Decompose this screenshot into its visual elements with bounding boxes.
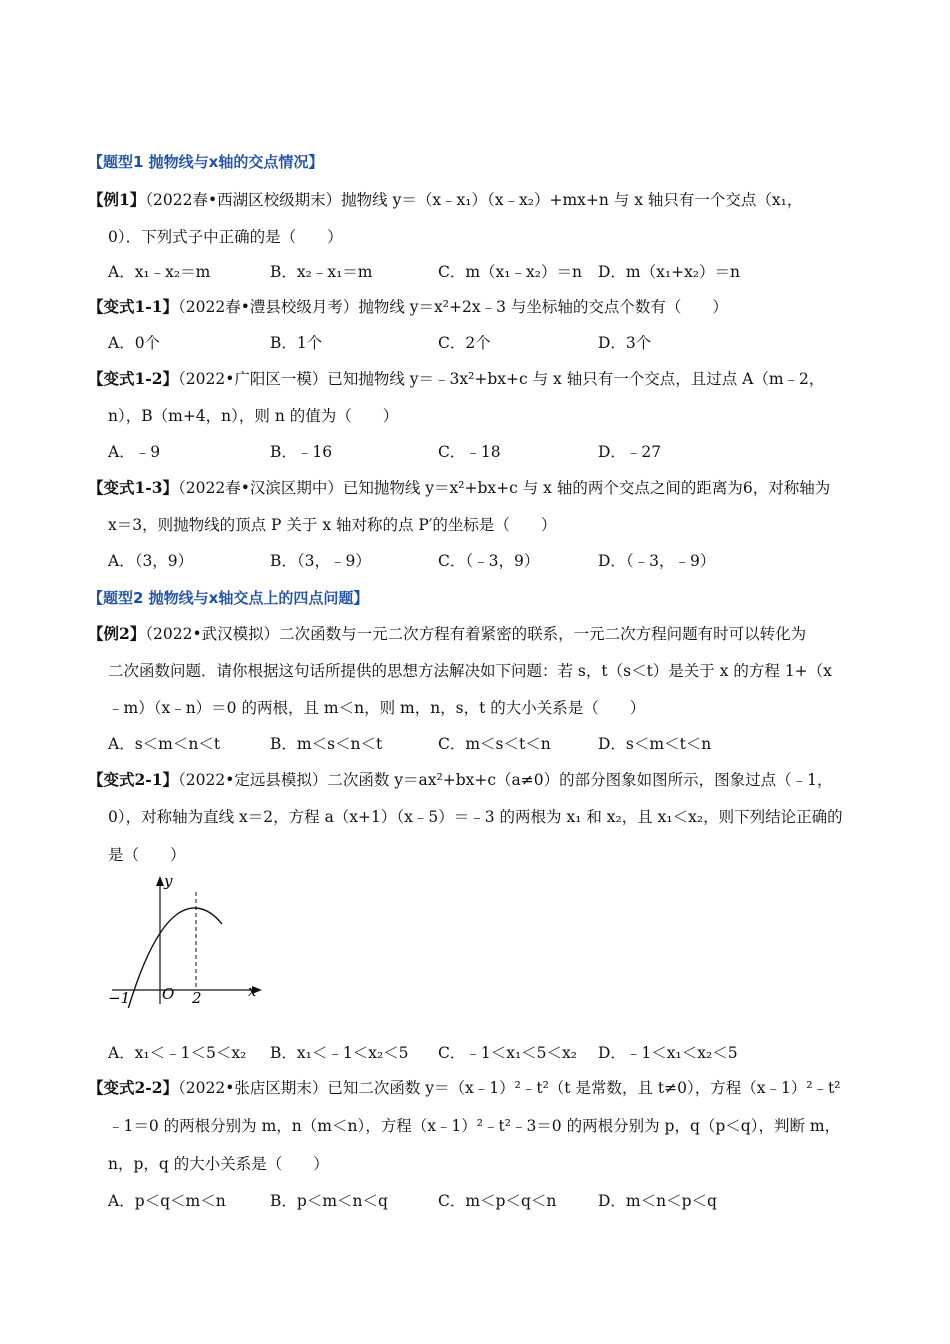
- y-axis-label: y: [164, 872, 173, 890]
- variant-1-2-line-2: n），B（m+4，n），则 n 的值为（ ）: [108, 407, 399, 425]
- option-d: D．3个: [598, 334, 652, 352]
- example-1-line-2: 0）．下列式子中正确的是（ ）: [108, 228, 343, 246]
- variant-1-3-tag: 【变式1-3】: [88, 478, 179, 497]
- variant-1-1-line-1: 【变式1-1】（2022春•澧县校级月考）抛物线 y＝x²+2x﹣3 与坐标轴的交点个数有（ ）: [88, 297, 728, 316]
- example-2-line-1: 【例2】（2022•武汉模拟）二次函数与一元二次方程有着紧密的联系，一元二次方程问题有时可以转化为: [88, 624, 807, 643]
- variant-2-1-options: [108, 1043, 868, 1063]
- option-b: B．p＜m＜n＜q: [270, 1192, 388, 1210]
- option-a: A．x₁﹣x₂＝m: [108, 263, 211, 281]
- option-c: C．m（x₁﹣x₂）＝n: [438, 263, 582, 281]
- section-heading-1: 【题型1 抛物线与x轴的交点情况】: [88, 153, 324, 171]
- option-b: B．﹣16: [270, 443, 333, 461]
- option-d: D．（﹣3，﹣9）: [598, 552, 716, 570]
- variant-2-2-line-1: 【变式2-2】（2022•张店区期末）已知二次函数 y＝（x﹣1）²﹣t²（t 是常数，且 t≠0），方程（x﹣1）²﹣t²: [88, 1078, 841, 1097]
- y-axis-arrow: [156, 876, 164, 886]
- example-2-line-3: ﹣m）（x﹣n）＝0 的两根，且 m＜n，则 m，n，s，t 的大小关系是（ ）: [108, 699, 646, 717]
- option-d: D．﹣27: [598, 443, 662, 461]
- variant-1-3-line-2: x＝3，则抛物线的顶点 P 关于 x 轴对称的点 P′的坐标是（ ）: [108, 516, 557, 534]
- variant-1-1-options: [108, 333, 868, 353]
- option-b: B．m＜s＜n＜t: [270, 735, 383, 753]
- minus-one-label: −1: [108, 989, 131, 1007]
- parabola-graph: [106, 868, 276, 1008]
- example-1-tag: 【例1】: [88, 190, 146, 209]
- option-c: C．2个: [438, 334, 491, 352]
- variant-2-1-line-1: 【变式2-1】（2022•定远县模拟）二次函数 y＝ax²+bx+c（a≠0）的部分图象如图所示，图象过点（﹣1，: [88, 770, 833, 789]
- option-d: D．m＜n＜p＜q: [598, 1192, 717, 1210]
- option-a: A．﹣9: [108, 443, 161, 461]
- option-d: D．m（x₁+x₂）＝n: [598, 263, 741, 281]
- variant-2-2-line-2: ﹣1＝0 的两根分别为 m，n（m＜n），方程（x﹣1）²﹣t²﹣3＝0 的两根分别为 p，q（p＜q），判断 m，: [108, 1117, 841, 1135]
- option-c: C．m＜p＜q＜n: [438, 1192, 557, 1210]
- option-a: A．p＜q＜m＜n: [108, 1192, 226, 1210]
- example-2-line-2: 二次函数问题．请你根据这句话所提供的思想方法解决如下问题：若 s，t（s＜t）是关于 x 的方程 1+（x: [108, 662, 832, 680]
- option-a: A．s＜m＜n＜t: [108, 735, 221, 753]
- variant-1-3-options: [108, 551, 868, 571]
- variant-1-2-line-1: 【变式1-2】（2022•广阳区一模）已知抛物线 y＝﹣3x²+bx+c 与 x 轴只有一个交点，且过点 A（m﹣2，: [88, 369, 825, 388]
- option-a: A．（3，9）: [108, 552, 194, 570]
- variant-2-1-line-3: 是（ ）: [108, 846, 186, 864]
- option-b: B．1个: [270, 334, 323, 352]
- variant-2-1-tag: 【变式2-1】: [88, 770, 179, 789]
- option-c: C．m＜s＜t＜n: [438, 735, 551, 753]
- variant-1-2-tag: 【变式1-2】: [88, 369, 179, 388]
- variant-1-2-options: [108, 442, 868, 462]
- option-a: A．0个: [108, 334, 161, 352]
- option-c: C．﹣1＜x₁＜5＜x₂: [438, 1044, 577, 1062]
- option-d: D．s＜m＜t＜n: [598, 735, 712, 753]
- option-a: A．x₁＜﹣1＜5＜x₂: [108, 1044, 247, 1062]
- variant-2-2-options: [108, 1191, 868, 1211]
- origin-label: O: [162, 985, 175, 1003]
- option-d: D．﹣1＜x₁＜x₂＜5: [598, 1044, 738, 1062]
- option-b: B．（3，﹣9）: [270, 552, 371, 570]
- example-1-line-1: 【例1】（2022春•西湖区校级期末）抛物线 y＝（x﹣x₁）（x﹣x₂）+mx+n 与 x 轴只有一个交点（x₁，: [88, 190, 803, 209]
- variant-2-2-tag: 【变式2-2】: [88, 1078, 179, 1097]
- variant-1-3-line-1: 【变式1-3】（2022春•汉滨区期中）已知抛物线 y＝x²+bx+c 与 x 轴的两个交点之间的距离为6，对称轴为: [88, 478, 831, 497]
- variant-2-1-line-2: 0），对称轴为直线 x＝2，方程 a（x+1）（x﹣5）＝﹣3 的两根为 x₁ 和 x₂，且 x₁＜x₂，则下列结论正确的: [108, 808, 843, 826]
- x-axis-label: x: [248, 982, 257, 1000]
- variant-1-1-tag: 【变式1-1】: [88, 297, 179, 316]
- variant-2-2-line-3: n，p，q 的大小关系是（ ）: [108, 1155, 329, 1173]
- option-c: C．﹣18: [438, 443, 501, 461]
- example-1-options: [108, 262, 868, 282]
- section-heading-2: 【题型2 抛物线与x轴交点上的四点问题】: [88, 589, 369, 607]
- option-c: C．（﹣3，9）: [438, 552, 540, 570]
- example-2-options: [108, 734, 868, 754]
- example-2-tag: 【例2】: [88, 624, 146, 643]
- option-b: B．x₁＜﹣1＜x₂＜5: [270, 1044, 409, 1062]
- two-label: 2: [192, 989, 202, 1007]
- option-b: B．x₂﹣x₁＝m: [270, 263, 373, 281]
